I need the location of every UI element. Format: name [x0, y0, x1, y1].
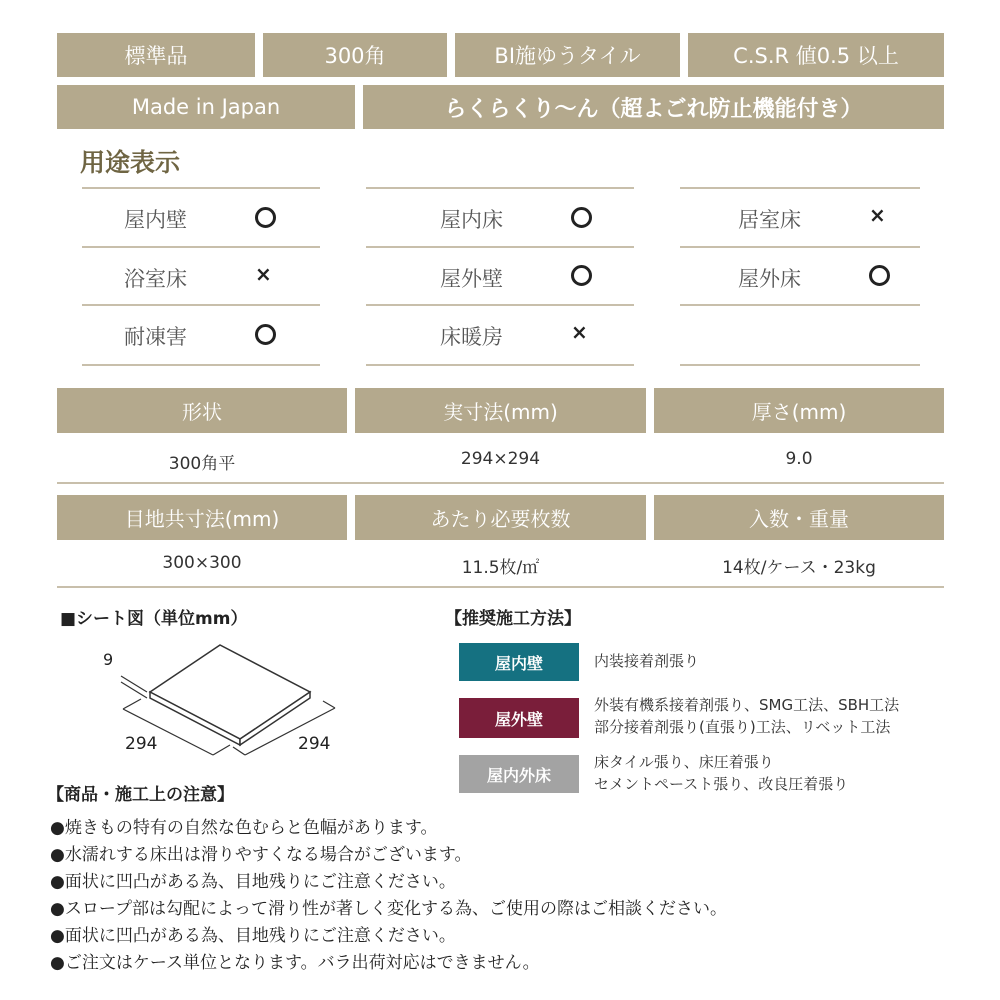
cross-mark-icon: × — [571, 320, 588, 344]
usage-title: 用途表示 — [80, 148, 181, 177]
spec-header-pack-weight-text: 入数・重量 — [749, 507, 849, 531]
note-item: ●面状に凹凸がある為、目地残りにご注意ください。 — [50, 926, 456, 946]
usage-label-outdoor-wall: 屋外壁 — [440, 267, 503, 291]
method-badge-indoor-wall-text: 屋内壁 — [494, 653, 543, 673]
header-tag-csr — [688, 33, 944, 77]
header-tag-csr-text: C.S.R 値0.5 以上 — [733, 44, 899, 68]
spec-value-quantity-per-sqm: 11.5枚/㎡ — [461, 558, 540, 578]
note-item: ●スロープ部は勾配によって滑り性が著しく変化する為、ご使用の際はご相談ください。 — [50, 899, 727, 919]
usage-divider — [82, 304, 320, 306]
circle-mark-icon — [255, 324, 276, 345]
header-tag-standard-text: 標準品 — [124, 44, 188, 68]
method-text-indoor-wall — [594, 650, 699, 672]
usage-label-frost-resistance: 耐凍害 — [124, 325, 187, 349]
spec-header-shape — [57, 388, 347, 433]
spec-header-thickness-text: 厚さ(mm) — [751, 400, 847, 424]
dimension-tick — [323, 701, 335, 708]
spec-value-joint-size: 300×300 — [162, 553, 242, 573]
method-badge-indoor-wall — [459, 643, 579, 681]
method-badge-outdoor-wall-text: 屋外壁 — [494, 709, 543, 729]
usage-label-indoor-wall: 屋内壁 — [124, 208, 187, 232]
usage-divider — [366, 364, 634, 366]
usage-divider — [82, 246, 320, 248]
tile-top-face — [150, 645, 310, 739]
usage-divider — [680, 187, 920, 189]
notes-title: 【商品・施工上の注意】 — [47, 785, 234, 805]
usage-label-outdoor-floor: 屋外床 — [738, 267, 801, 291]
header-tag-standard — [57, 33, 255, 77]
dimension-thickness-label: 9 — [103, 650, 114, 669]
spec-header-thickness — [654, 388, 944, 433]
dimension-tick — [233, 747, 245, 755]
header-tag-size — [263, 33, 447, 77]
spec-header-joint-size-text: 目地共寸法(mm) — [124, 507, 280, 531]
header-tag-origin — [57, 85, 355, 129]
usage-divider — [82, 364, 320, 366]
spec-value-thickness: 9.0 — [785, 449, 813, 469]
method-badge-indoor-outdoor-floor — [459, 755, 579, 793]
circle-mark-icon — [571, 207, 592, 228]
usage-label-floor-heating: 床暖房 — [440, 325, 503, 349]
note-item: ●水濡れする床出は滑りやすくなる場合がございます。 — [50, 845, 472, 865]
note-item: ●焼きもの特有の自然な色むらと色幅があります。 — [50, 818, 438, 838]
spec-value-shape: 300角平 — [168, 454, 236, 474]
header-tag-origin-text: Made in Japan — [131, 95, 281, 119]
spec-header-quantity-per-sqm — [355, 495, 646, 540]
spec-header-joint-size — [57, 495, 347, 540]
usage-label-indoor-floor: 屋内床 — [440, 208, 503, 232]
note-item: ●ご注文はケース単位となります。バラ出荷対応はできません。 — [50, 953, 540, 973]
method-badge-outdoor-wall — [459, 698, 579, 738]
spec-value-actual-size: 294×294 — [460, 449, 541, 469]
spec-header-actual-size — [355, 388, 646, 433]
method-line: 床タイル張り、床圧着張り — [594, 753, 774, 771]
note-item: ●面状に凹凸がある為、目地残りにご注意ください。 — [50, 872, 456, 892]
method-line: セメントペースト張り、改良圧着張り — [594, 775, 849, 793]
usage-divider — [366, 187, 634, 189]
method-text-indoor-outdoor-floor — [594, 751, 848, 795]
method-line: 内装接着剤張り — [594, 652, 700, 670]
circle-mark-icon — [255, 207, 276, 228]
cross-mark-icon: × — [255, 262, 272, 286]
method-line: 外装有機系接着剤張り、SMG工法、SBH工法 — [594, 696, 900, 714]
method-line: 部分接着剤張り(直張り)工法、リベット工法 — [594, 718, 891, 736]
dimension-tick — [213, 745, 230, 755]
circle-mark-icon — [869, 265, 890, 286]
method-badge-indoor-outdoor-floor-text: 屋内外床 — [486, 765, 551, 785]
dimension-tick — [123, 699, 141, 709]
spec-header-quantity-per-sqm-text: あたり必要枚数 — [430, 507, 571, 531]
dimension-left-label: 294 — [125, 734, 158, 754]
sheet-diagram-title: ■シート図（単位mm） — [60, 609, 248, 629]
usage-divider — [366, 246, 634, 248]
dimension-right-label: 294 — [298, 734, 331, 754]
spec-header-pack-weight — [654, 495, 944, 540]
header-tag-feature — [363, 85, 944, 129]
spec-divider — [57, 586, 944, 588]
circle-mark-icon — [571, 265, 592, 286]
method-title: 【推奨施工方法】 — [445, 609, 581, 629]
spec-header-shape-text: 形状 — [182, 400, 222, 424]
spec-divider — [57, 482, 944, 484]
method-text-outdoor-wall — [594, 694, 899, 738]
usage-divider — [680, 364, 920, 366]
header-tag-feature-text: らくらくり〜ん（超よごれ防止機能付き） — [444, 96, 863, 122]
header-tag-glaze-text: BI施ゆうタイル — [494, 44, 641, 68]
usage-divider — [82, 187, 320, 189]
header-tag-glaze — [455, 33, 680, 77]
spec-value-pack-weight: 14枚/ケース・23kg — [722, 558, 876, 578]
spec-header-actual-size-text: 実寸法(mm) — [443, 400, 558, 424]
usage-divider — [680, 304, 920, 306]
usage-divider — [680, 246, 920, 248]
usage-divider — [366, 304, 634, 306]
header-tag-size-text: 300角 — [324, 44, 386, 68]
usage-label-living-floor: 居室床 — [738, 208, 801, 232]
usage-label-bath-floor: 浴室床 — [124, 267, 187, 291]
cross-mark-icon: × — [869, 203, 886, 227]
